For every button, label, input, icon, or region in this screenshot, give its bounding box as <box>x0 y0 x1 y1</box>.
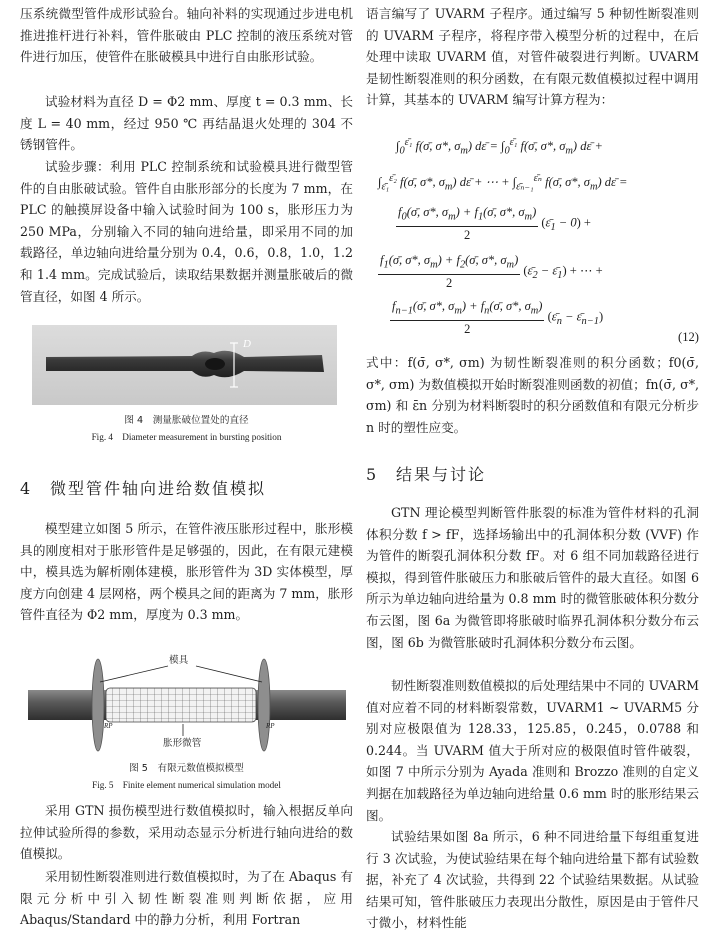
paragraph: 语言编写了 UVARM 子程序。通过编写 5 种韧性断裂准则的 UVARM 子程序，将程序带入模型分析的过程中，在后处理中读取 UVARM 值，对管件破裂进行判断。UVARM 是韧性断裂准则的积分函数，在有限元数值模拟过程中调用计算，其基本的 UVARM 编写计算方程为： <box>366 6 699 108</box>
die-label: 模具 <box>169 655 189 666</box>
figure-5-model <box>28 652 346 762</box>
figure-5-caption: 图 5 有限元数值模拟模型 <box>129 763 244 774</box>
paragraph: 试验步骤：利用 PLC 控制系统和试验模具进行微型管件的自由胀破试验。管件自由胀形部分的长度为 7 mm，在 PLC 的触摸屏设备中输入试验时间为 100 s，胀形压力为 250 MPa，分别输入不同的轴向进给量，即采用不同的加载路径，单边轴向进给量分别为 0.4，0.6，0.8，1.0，1.2 和 1.4 mm。完成试验后，读取结果数据并测量胀破后的微管直径，如图 4 所示。 <box>20 159 353 304</box>
paragraph: 采用韧性断裂准则进行数值模拟时，为了在 Abaqus 有限元分析中引入韧性断裂准则判断依据，应用 Abaqus/Standard 中的静力分析，利用 Fortran <box>20 869 353 928</box>
section-number: 4 <box>20 479 33 498</box>
section-title: 结果与讨论 <box>396 465 487 484</box>
paragraph: 模型建立如图 5 所示，在管件液压胀形过程中，胀形模具的刚度相对于胀形管件是足够强的，因此，在有限元建模中，模具选为解析刚体建模，胀形管件为 3D 实体模型，厚度方向创建 4 层网格，两个模具之间的距离为 7 mm，胀形管件直径为 Φ2 mm，厚度为 0.3 mm。 <box>20 521 353 623</box>
diameter-label: D <box>243 338 251 350</box>
equation-number: (12) <box>678 330 699 344</box>
paragraph: 试验材料为直径 D = Φ2 mm、厚度 t = 0.3 mm、长度 L = 40 mm，经过 950 ℃ 再结晶退火处理的 304 不锈钢管件。 <box>20 94 353 153</box>
section-number: 5 <box>366 465 379 484</box>
tube-photo-image <box>32 325 337 405</box>
section-4-heading <box>20 477 353 501</box>
paragraph: GTN 理论模型判断管件胀裂的标准为管件材料的孔洞体积分数 f > fF，选择场输出中的孔洞体积分数 (VVF) 作为管件的断裂孔洞体积分数 fF。对 6 组不同加载路径进行模拟，得到管件胀破压力和胀破后管件的最大直径。如图 6 所示为单边轴向进给量为 0.8 mm 时的微管胀破体积分数分布云图，图 6a 为微管即将胀破时临界孔洞体积分数分布云图，图 6b 为微管胀破时孔洞体积分数分布云图。 <box>366 505 699 650</box>
figure-5-caption-en: Fig. 5 Finite element numerical simulation model <box>92 780 281 790</box>
section-5-heading <box>366 463 699 487</box>
paragraph: 采用 GTN 损伤模型进行数值模拟时，输入根据反单向拉伸试验所得的参数，采用动态显示分析进行轴向进给的数值模拟。 <box>20 803 353 862</box>
paragraph: 试验结果如图 8a 所示，6 种不同进给量下每组重复进行 3 次试验，为使试验结果在每个轴向进给量下都有试验数据，补充了 4 次试验，共得到 22 个试验结果数据。从试验结果可知，管件胀破压力表现出分散性，原因是由于管件尺寸微小，材料性能 <box>366 829 699 931</box>
tube-label: 胀形微管 <box>163 738 202 749</box>
rp-label: RP <box>104 722 113 730</box>
paragraph: 式中：f(σ̄, σ*, σm) 为韧性断裂准则的积分函数；f0(σ̄, σ*, σm) 为数值模拟开始时断裂准则函数的初值；fn(σ̄, σ*, σm) 和 ε̄n 分别为材料断裂时的积分函数值和有限元分析步 n 时的塑性应变。 <box>366 355 699 435</box>
section-title: 微型管件轴向进给数值模拟 <box>50 479 267 498</box>
figure-4-caption: 图 4 测量胀破位置处的直径 <box>124 415 249 426</box>
equation-12: $\int_0^{\varepsilon̄_1}$ f(σ̄, σ*, $\sigma_m$) dε̄ = $\int_0^{\varepsilon̄_1}$ f(σ̄, σ*, $\sigma_m$) dε̄ + $\int_{\varepsilon̄_1}^{\varepsilon̄_2}$ f(σ̄, σ*, $\sigma_m$) dε̄ + ⋯ + $\int_{\varepsilon̄_{n-1}}^{\varepsilon̄_n}$ f(σ̄, σ*, $\sigma_m$) dε̄ = $\frac{f_0(\sigmā, \sigma*, \sigma_m) + f_1(\sigmā, \sigma*, \sigma_m)}{2}$ $(\varepsilon̄_1 - 0)$ + $\frac{f_1(\sigmā, \sigma*, \sigma_m) + f_2(\sigmā, \sigma*, \sigma_m)}{2}$ ($\varepsilon̄_2$ − $\varepsilon̄_1$) + ⋯ + $\frac{f_{n-1}(\sigmā, \sigma*, \sigma_m) + f_n(\sigmā, \sigma*, \sigma_m)}{2}$ ($\varepsilon̄_n$ − $\varepsilon̄_{n-1}$) <box>378 137 628 336</box>
paragraph: 压系统微型管件成形试验台。轴向补料的实现通过步进电机推进推杆进行补料，管件胀破由 PLC 控制的液压系统对管件进行加压，使管件在胀破模具中进行自由胀形试验。 <box>20 6 353 65</box>
figure-4-photo <box>32 325 337 405</box>
rp-label: RP <box>266 722 275 730</box>
paragraph: 韧性断裂准则数值模拟的后处理结果中不同的 UVARM 值对应着不同的材料断裂常数，UVARM1 ~ UVARM5 分别对应极限值为 128.33，125.85，0.245，0.0788 和 0.244。当 UVARM 值大于所对应的极限值时管件破裂，如图 7 中所示分别为 Ayada 准则和 Brozzo 准则的自定义判据在加载路径为单边轴向进给量 0.6 mm 时的胀形结果云图。 <box>366 678 699 823</box>
figure-4-caption-en: Fig. 4 Diameter measurement in bursting position <box>91 432 282 442</box>
